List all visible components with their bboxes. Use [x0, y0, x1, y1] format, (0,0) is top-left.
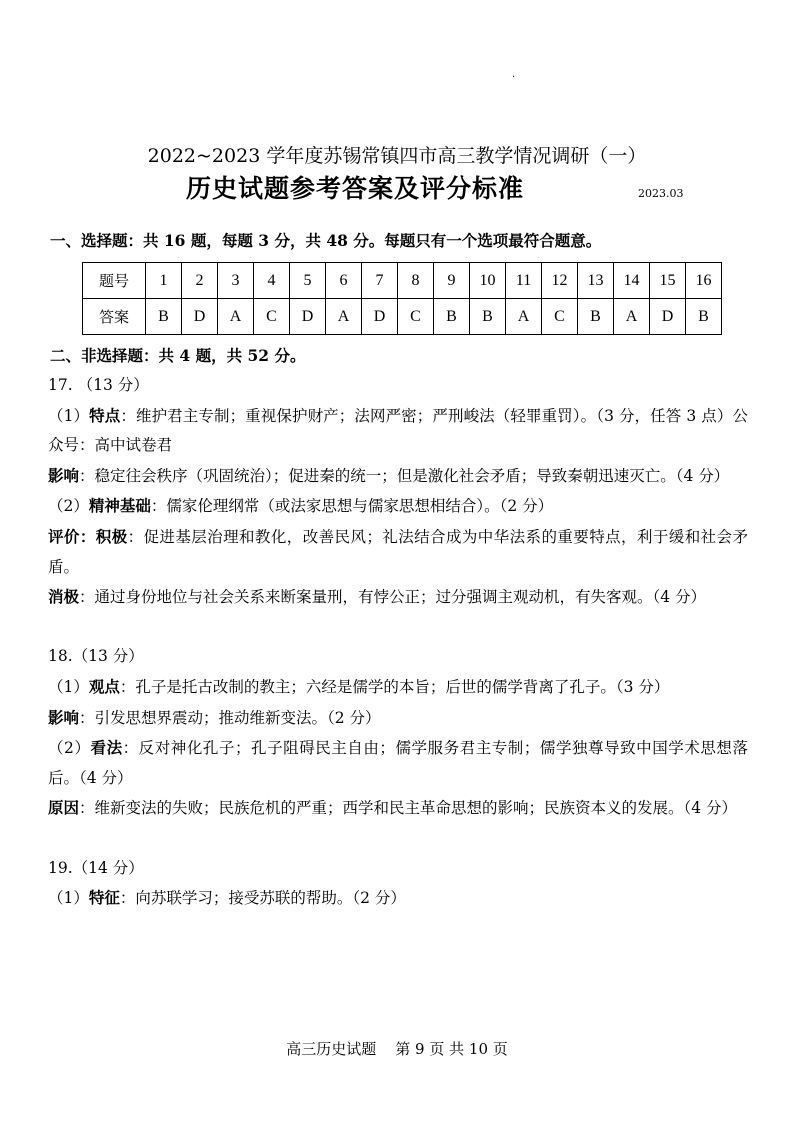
stray-dot: .	[512, 69, 516, 80]
answer-table	[82, 262, 722, 335]
row-label-number: 题号	[83, 263, 146, 299]
q17-part2-basis: （2）精神基础：儒家伦理纲常（或法家思想与儒家思想相结合）。（2 分）	[48, 496, 554, 516]
answer-cell: A	[218, 299, 254, 335]
section1-heading: 一、选择题：共 16 题，每题 3 分，共 48 分。每题只有一个选项最符合题意。	[50, 231, 602, 250]
answer-cell: C	[398, 299, 434, 335]
q18-part1-viewpoint: （1）观点：孔子是托古改制的教主；六经是儒学的本旨；后世的儒学背离了孔子。（3 分）	[48, 676, 670, 696]
answer-cell: D	[290, 299, 326, 335]
number-cell: 9	[434, 263, 470, 299]
answer-cell: A	[614, 299, 650, 335]
answer-cell: B	[146, 299, 182, 335]
answer-cell: B	[686, 299, 722, 335]
q19-title: 19.（14 分）	[48, 858, 144, 877]
q18-reasons: 原因：维新变法的失败；民族危机的严重；西学和民主革命思想的影响；民族资本义的发展。（4 分）	[48, 798, 738, 818]
page-title: 历史试题参考答案及评分标准	[186, 174, 525, 203]
answer-cell: A	[326, 299, 362, 335]
number-cell: 15	[650, 263, 686, 299]
table-row	[83, 299, 722, 335]
answer-cell: B	[470, 299, 506, 335]
number-cell: 5	[290, 263, 326, 299]
q18-impact: 影响：引发思想界震动；推动维新变法。（2 分）	[48, 707, 381, 727]
spacer	[48, 613, 748, 643]
number-cell: 10	[470, 263, 506, 299]
q17-impact: 影响：稳定往会秩序（巩固统治）；促进秦的统一；但是激化社会矛盾；导致秦朝迅速灭亡。（4 分）	[48, 465, 730, 485]
number-cell: 16	[686, 263, 722, 299]
q18-part2-opinion: （2）看法：反对神化孔子；孔子阻碍民主自由；儒学服务君主专制；儒学独尊导致中国学术思想落后。（4 分）	[48, 738, 748, 787]
number-cell: 11	[506, 263, 542, 299]
q17-title: 17. （13 分）	[48, 376, 149, 394]
number-cell: 7	[362, 263, 398, 299]
answer-cell: D	[362, 299, 398, 335]
number-cell: 13	[578, 263, 614, 299]
q19-part1-characteristics: （1）特征：向苏联学习；接受苏联的帮助。（2 分）	[48, 888, 406, 908]
answer-body	[48, 371, 748, 914]
row-label-answer: 答案	[83, 299, 146, 335]
number-cell: 12	[542, 263, 578, 299]
number-cell: 4	[254, 263, 290, 299]
number-cell: 8	[398, 263, 434, 299]
table-row	[83, 263, 722, 299]
exam-title: 2022~2023 学年度苏锡常镇四市高三教学情况调研（一）	[147, 145, 647, 167]
number-cell: 3	[218, 263, 254, 299]
answer-cell: D	[650, 299, 686, 335]
section2-heading: 二、非选择题：共 4 题，共 52 分。	[50, 346, 306, 365]
answer-cell: A	[506, 299, 542, 335]
answer-cell: B	[578, 299, 614, 335]
page-footer: 高三历史试题 第 9 页 共 10 页	[286, 1040, 508, 1058]
number-cell: 6	[326, 263, 362, 299]
date-label: 2023.03	[638, 187, 684, 200]
q18-title: 18.（13 分）	[48, 647, 144, 666]
answer-cell: C	[542, 299, 578, 335]
number-cell: 2	[182, 263, 218, 299]
answer-cell: C	[254, 299, 290, 335]
spacer	[48, 824, 748, 854]
q17-part1-features: （1）特点：维护君主专制；重视保护财产；法网严密；严刑峻法（轻罪重罚）。（3 分，任答 3 点）公众号：高中试卷君	[48, 405, 748, 455]
answer-cell: D	[182, 299, 218, 335]
number-cell: 1	[146, 263, 182, 299]
number-cell: 14	[614, 263, 650, 299]
q17-evaluation-negative: 消极：通过身份地位与社会关系来断案量刑，有悖公正；过分强调主观动机，有失客观。（4 分）	[48, 587, 707, 607]
answer-cell: B	[434, 299, 470, 335]
q17-evaluation-positive: 评价：积极：促进基层治理和教化，改善民风；礼法结合成为中华法系的重要特点，利于缓和社会矛盾。	[48, 526, 748, 576]
